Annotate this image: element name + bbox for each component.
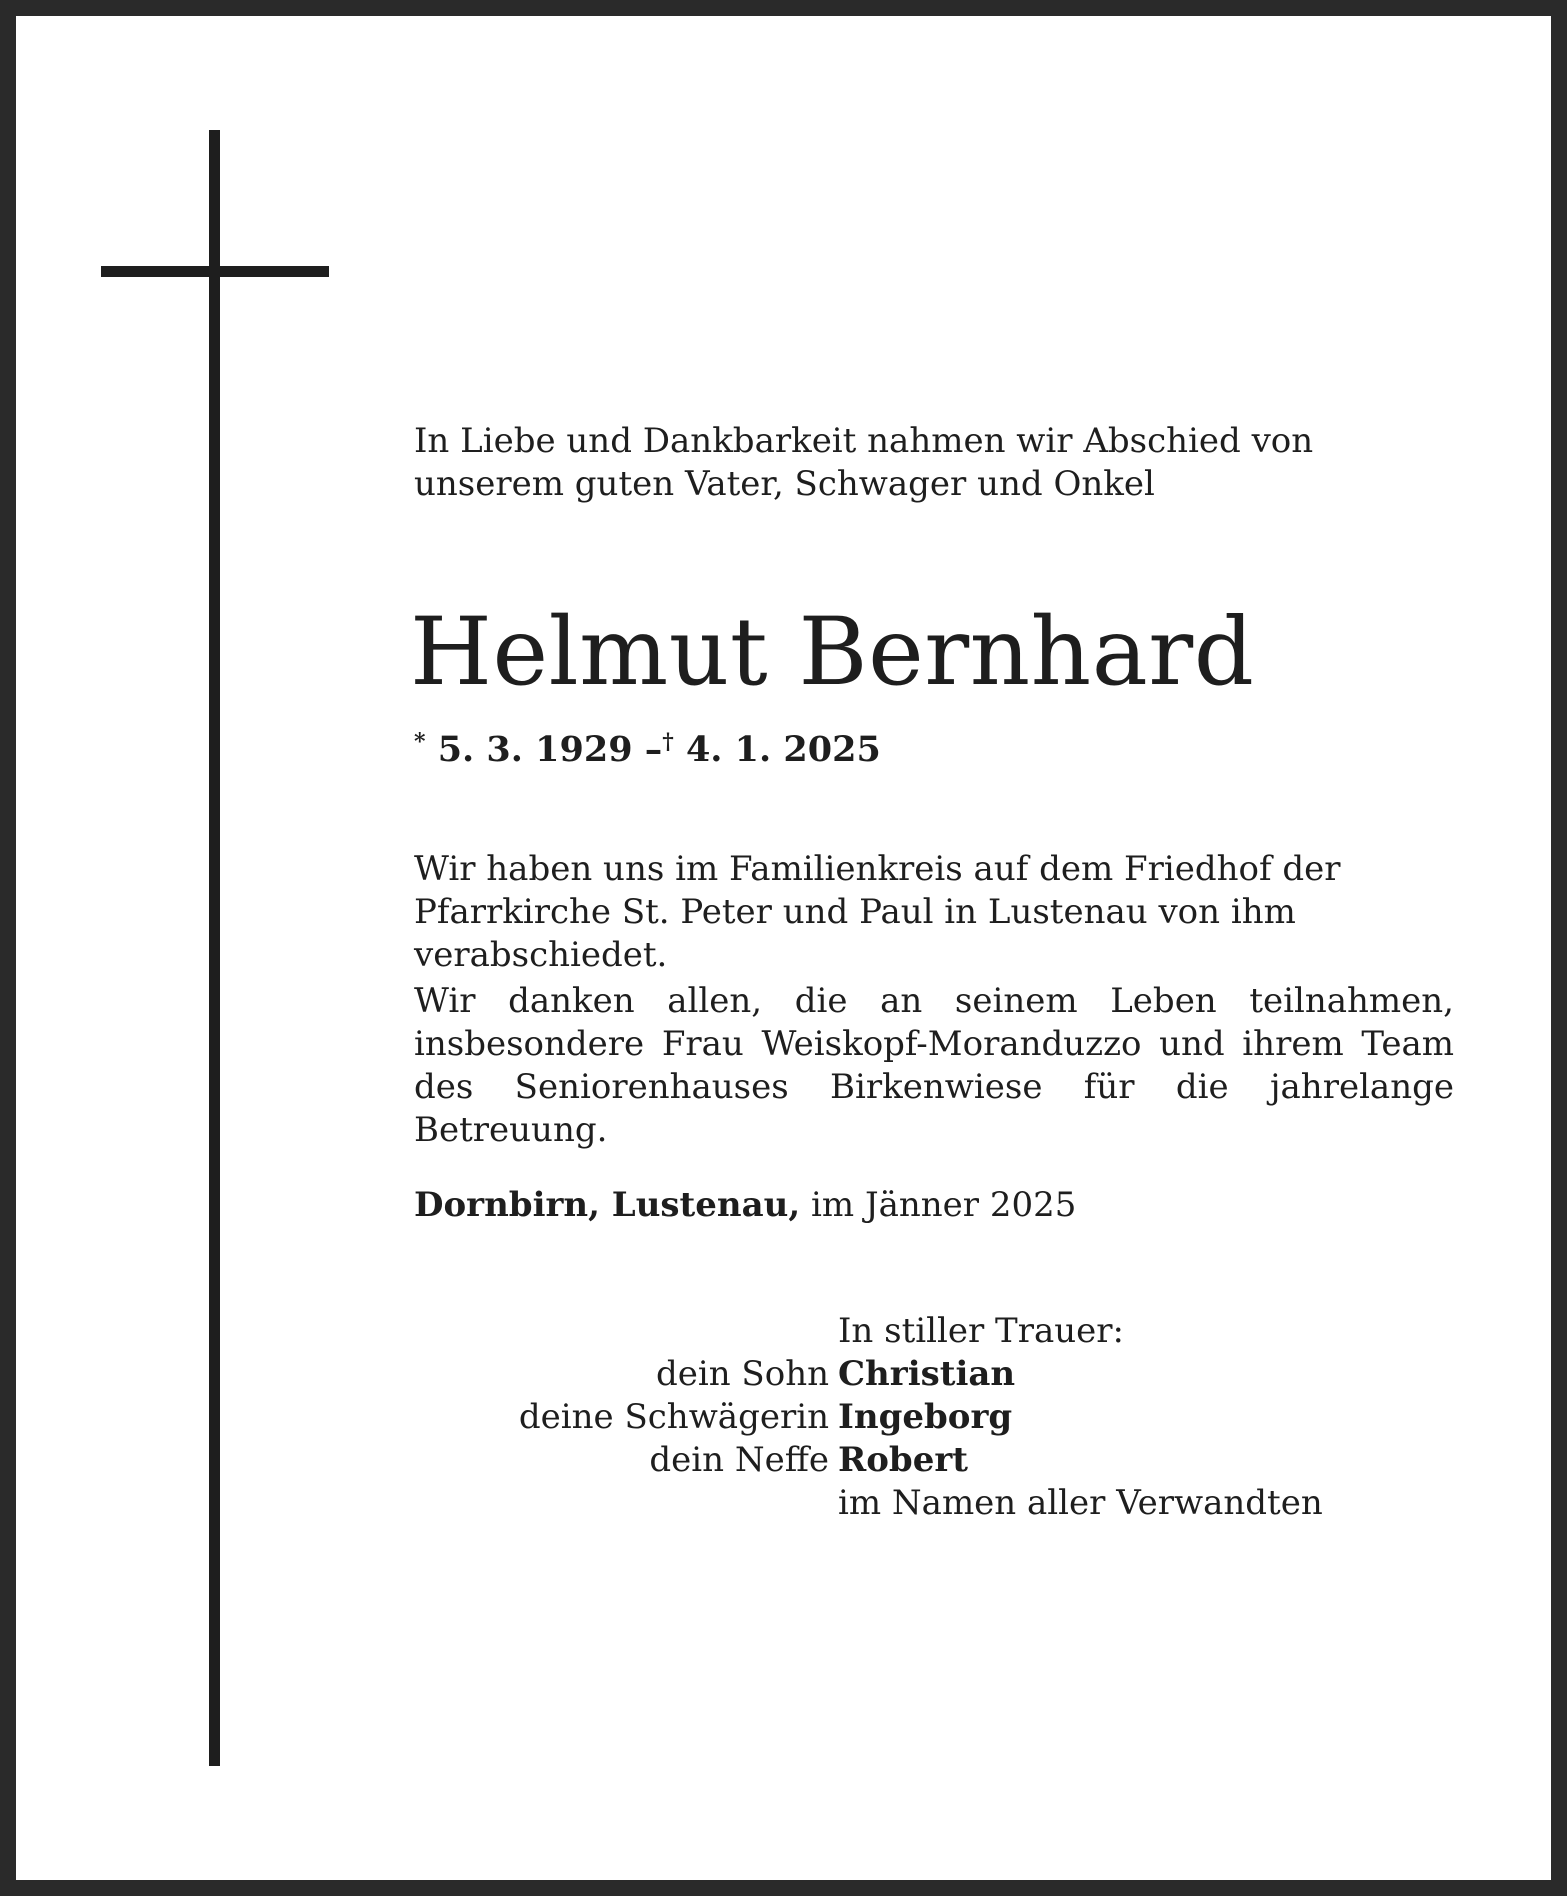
mourner-relation: deine Schwägerin: [518, 1397, 829, 1437]
mourners-closing-row: [414, 1482, 1454, 1525]
mourners-closing: im Namen aller Verwandten: [838, 1483, 1323, 1523]
mourners-heading: In stiller Trauer:: [838, 1311, 1124, 1351]
death-symbol: †: [662, 729, 674, 755]
deceased-name: Helmut Bernhard: [410, 598, 1255, 707]
obituary-page: [16, 16, 1551, 1880]
mourner-row: [414, 1396, 1454, 1439]
mourner-relation: dein Sohn: [655, 1354, 829, 1394]
mourner-relation: dein Neffe: [649, 1440, 829, 1480]
cross-horizontal-bar: [101, 266, 329, 277]
mourner-name: Ingeborg: [838, 1397, 1013, 1437]
place-cities: Dornbirn, Lustenau,: [414, 1185, 801, 1225]
funeral-text: Wir haben uns im Familienkreis auf dem Friedhof der Pfarrkirche St. Peter und Paul in Lustenau von ihm verabschiedet.: [414, 849, 1341, 975]
birth-date: 5. 3. 1929: [437, 729, 633, 770]
mourner-name: Christian: [838, 1354, 1016, 1394]
mourners-heading-row: [414, 1310, 1454, 1353]
mourner-row: [414, 1353, 1454, 1396]
life-dates: [414, 728, 881, 772]
intro-text: In Liebe und Dankbarkeit nahmen wir Abschied von unserem guten Vater, Schwager und Onkel: [414, 421, 1314, 504]
place-date: im Jänner 2025: [811, 1185, 1077, 1225]
cross-vertical-bar: [209, 130, 220, 1766]
date-separator: –: [644, 729, 663, 770]
death-date: 4. 1. 2025: [685, 729, 881, 770]
mourner-row: [414, 1439, 1454, 1482]
thanks-text: Wir danken allen, die an seinem Leben teilnahmen, insbesondere Frau Weiskopf-Moranduzzo und ihrem Team des Seniorenhauses Birkenwiese für die jahrelange Betreuung.: [414, 981, 1454, 1150]
place-and-date: [414, 1184, 1076, 1227]
birth-symbol: *: [414, 729, 426, 755]
mourner-name: Robert: [838, 1440, 968, 1480]
